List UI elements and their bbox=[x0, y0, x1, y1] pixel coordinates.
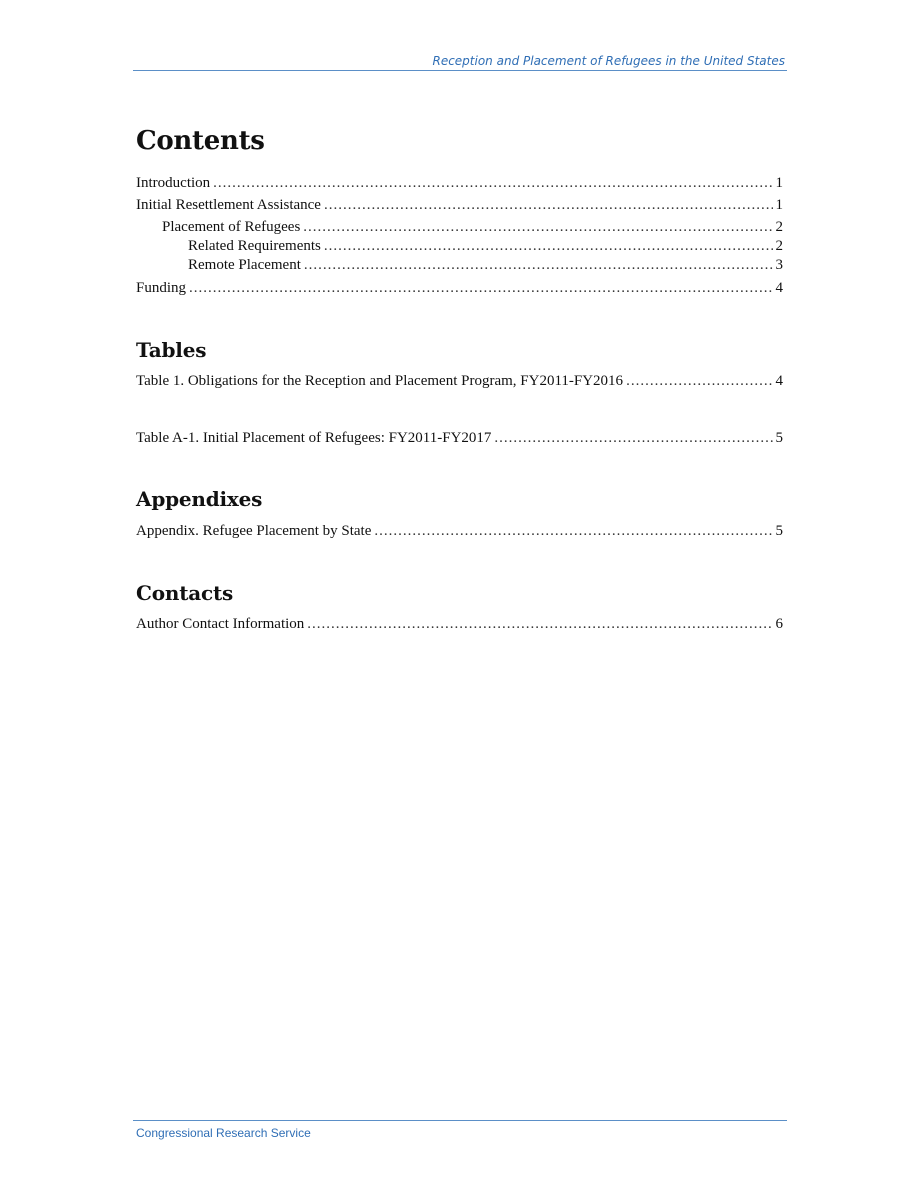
toc-entry-page: 4 bbox=[775, 373, 783, 389]
contents-heading: Contents bbox=[136, 126, 265, 156]
toc-entry-label: Initial Resettlement Assistance bbox=[136, 197, 321, 213]
running-header-title: Reception and Placement of Refugees in the United States bbox=[432, 54, 785, 68]
toc-entry-page: 3 bbox=[775, 257, 783, 273]
toc-entry-page: 2 bbox=[775, 238, 783, 254]
toc-entry-label: Author Contact Information bbox=[136, 616, 305, 632]
toc-entry-funding[interactable] bbox=[136, 279, 783, 297]
toc-entry-label: Introduction bbox=[136, 175, 211, 191]
appendixes-heading: Appendixes bbox=[136, 487, 263, 511]
toc-entry-page: 5 bbox=[775, 523, 783, 539]
running-footer bbox=[133, 1120, 787, 1143]
dot-leader bbox=[213, 174, 772, 192]
toc-entry-page: 6 bbox=[775, 616, 783, 632]
toc-entry-label: Funding bbox=[136, 280, 187, 296]
toc-entry-label: Remote Placement bbox=[188, 257, 301, 273]
dot-leader bbox=[324, 196, 773, 214]
toc-entry-label: Placement of Refugees bbox=[162, 219, 301, 235]
toc-entry-label: Related Requirements bbox=[188, 238, 321, 254]
dot-leader bbox=[307, 615, 772, 633]
toc-entry-label: Table A-1. Initial Placement of Refugees: FY2011-FY2017 bbox=[136, 430, 492, 446]
toc-entry-initial-resettlement-assistance[interactable] bbox=[136, 196, 783, 214]
toc-entry-table-1[interactable] bbox=[136, 372, 783, 390]
toc-entry-page: 4 bbox=[775, 280, 783, 296]
toc-entry-label: Table 1. Obligations for the Reception and Placement Program, FY2011-FY2016 bbox=[136, 373, 624, 389]
dot-leader bbox=[189, 279, 772, 297]
toc-entry-page: 1 bbox=[775, 175, 783, 191]
running-header bbox=[133, 54, 787, 71]
toc-entry-page: 2 bbox=[775, 219, 783, 235]
toc-entry-table-a-1[interactable] bbox=[136, 429, 783, 447]
toc-entry-remote-placement[interactable] bbox=[188, 256, 783, 274]
toc-entry-page: 5 bbox=[775, 430, 783, 446]
footer-publisher: Congressional Research Service bbox=[136, 1126, 311, 1140]
contacts-heading: Contacts bbox=[136, 581, 234, 605]
toc-entry-page: 1 bbox=[775, 197, 783, 213]
dot-leader bbox=[494, 429, 772, 447]
toc-entry-placement-of-refugees[interactable] bbox=[162, 218, 783, 236]
toc-entry-appendix[interactable] bbox=[136, 522, 783, 540]
dot-leader bbox=[324, 237, 773, 255]
dot-leader bbox=[304, 256, 773, 274]
toc-entry-author-contact-information[interactable] bbox=[136, 615, 783, 633]
dot-leader bbox=[374, 522, 772, 540]
toc-entry-related-requirements[interactable] bbox=[188, 237, 783, 255]
dot-leader bbox=[626, 372, 772, 390]
tables-heading: Tables bbox=[136, 338, 207, 362]
toc-entry-introduction[interactable] bbox=[136, 174, 783, 192]
toc-entry-label: Appendix. Refugee Placement by State bbox=[136, 523, 372, 539]
dot-leader bbox=[303, 218, 772, 236]
